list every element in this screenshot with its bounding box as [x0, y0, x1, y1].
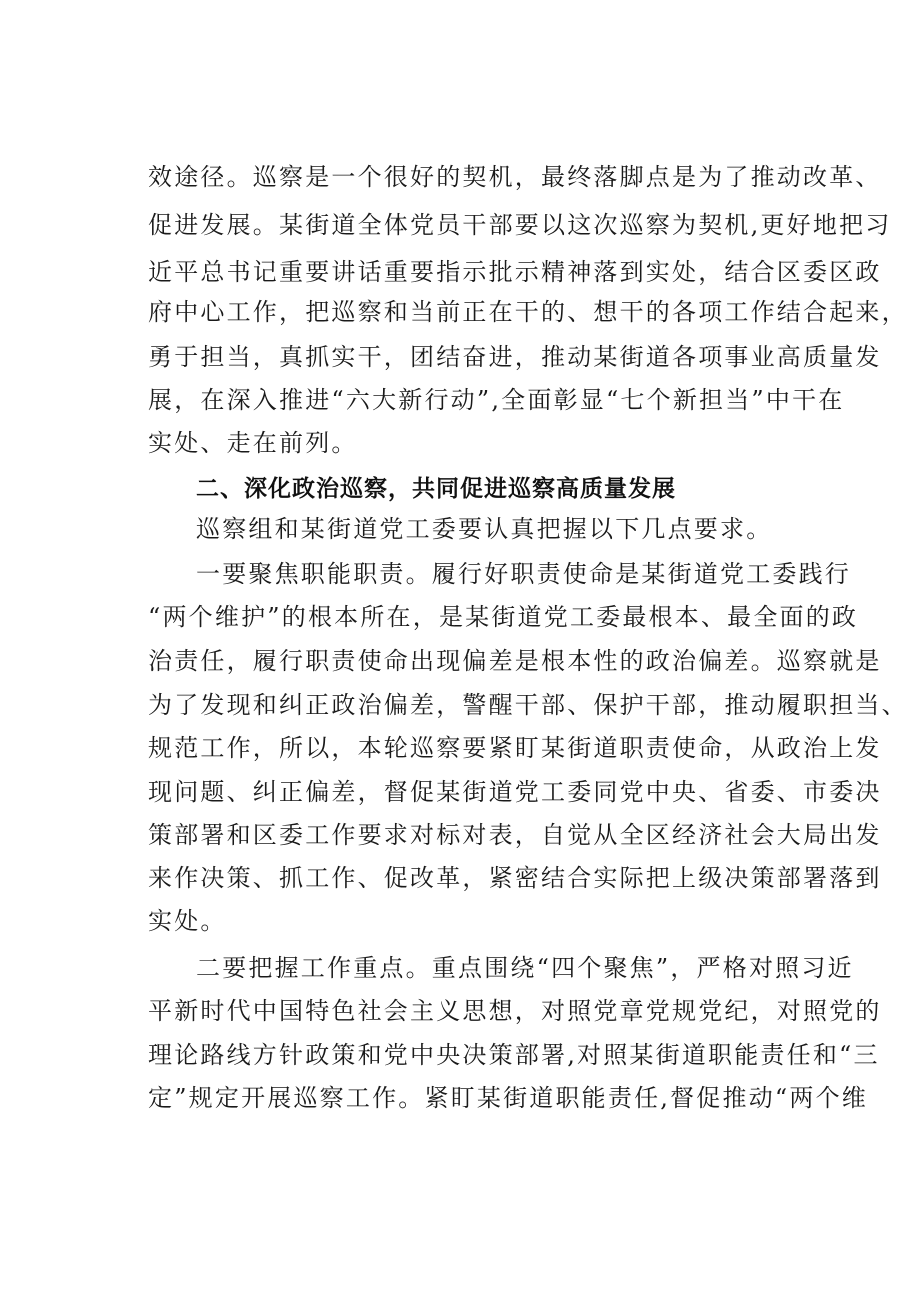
- paragraph-line: 理论路线方针政策和党中央决策部署,对照某街道职能责任和“三: [148, 1041, 880, 1069]
- paragraph-line: 二要把握工作重点。重点围绕“四个聚焦”，严格对照习近: [196, 954, 854, 982]
- paragraph-line: 平新时代中国特色社会主义思想，对照党章党规党纪，对照党的: [148, 997, 882, 1025]
- section-heading: 二、深化政治巡察，共同促进巡察高质量发展: [196, 476, 676, 502]
- paragraph-line: 现问题、纠正偏差，督促某街道党工委同党中央、省委、市委决: [148, 778, 882, 806]
- paragraph-line: 府中心工作，把巡察和当前正在干的、想干的各项工作结合起来，: [148, 298, 908, 326]
- paragraph-line: 来作决策、抓工作、促改革，紧密结合实际把上级决策部署落到: [148, 864, 882, 892]
- paragraph-line: 实处、走在前列。: [148, 429, 358, 457]
- paragraph-line: 巡察组和某街道党工委要认真把握以下几点要求。: [196, 515, 773, 543]
- paragraph-line: 促进发展。某街道全体党员干部要以这次巡察为契机,更好地把习: [148, 211, 892, 239]
- paragraph-line: “两个维护”的根本所在，是某街道党工委最根本、最全面的政: [148, 603, 859, 631]
- paragraph-line: 展，在深入推进“六大新行动”,全面彰显“七个新担当”中干在: [148, 386, 845, 414]
- paragraph-line: 效途径。巡察是一个很好的契机，最终落脚点是为了推动改革、: [148, 163, 882, 191]
- paragraph-line: 策部署和区委工作要求对标对表，自觉从全区经济社会大局出发: [148, 821, 882, 849]
- paragraph-line: 勇于担当，真抓实干，团结奋进，推动某街道各项事业高质量发: [148, 343, 882, 371]
- paragraph-line: 一要聚焦职能职责。履行好职责使命是某街道党工委践行: [196, 560, 851, 588]
- paragraph-line: 为了发现和纠正政治偏差，警醒干部、保护干部，推动履职担当、: [148, 691, 908, 719]
- paragraph-line: 治责任，履行职责使命出现偏差是根本性的政治偏差。巡察就是: [148, 647, 882, 675]
- paragraph-line: 近平总书记重要讲话重要指示批示精神落到实处，结合区委区政: [148, 258, 882, 286]
- paragraph-line: 定”规定开展巡察工作。紧盯某街道职能责任,督促推动“两个维: [148, 1084, 868, 1112]
- paragraph-line: 规范工作，所以，本轮巡察要紧盯某街道职责使命，从政治上发: [148, 734, 882, 762]
- paragraph-line: 实处。: [148, 907, 227, 935]
